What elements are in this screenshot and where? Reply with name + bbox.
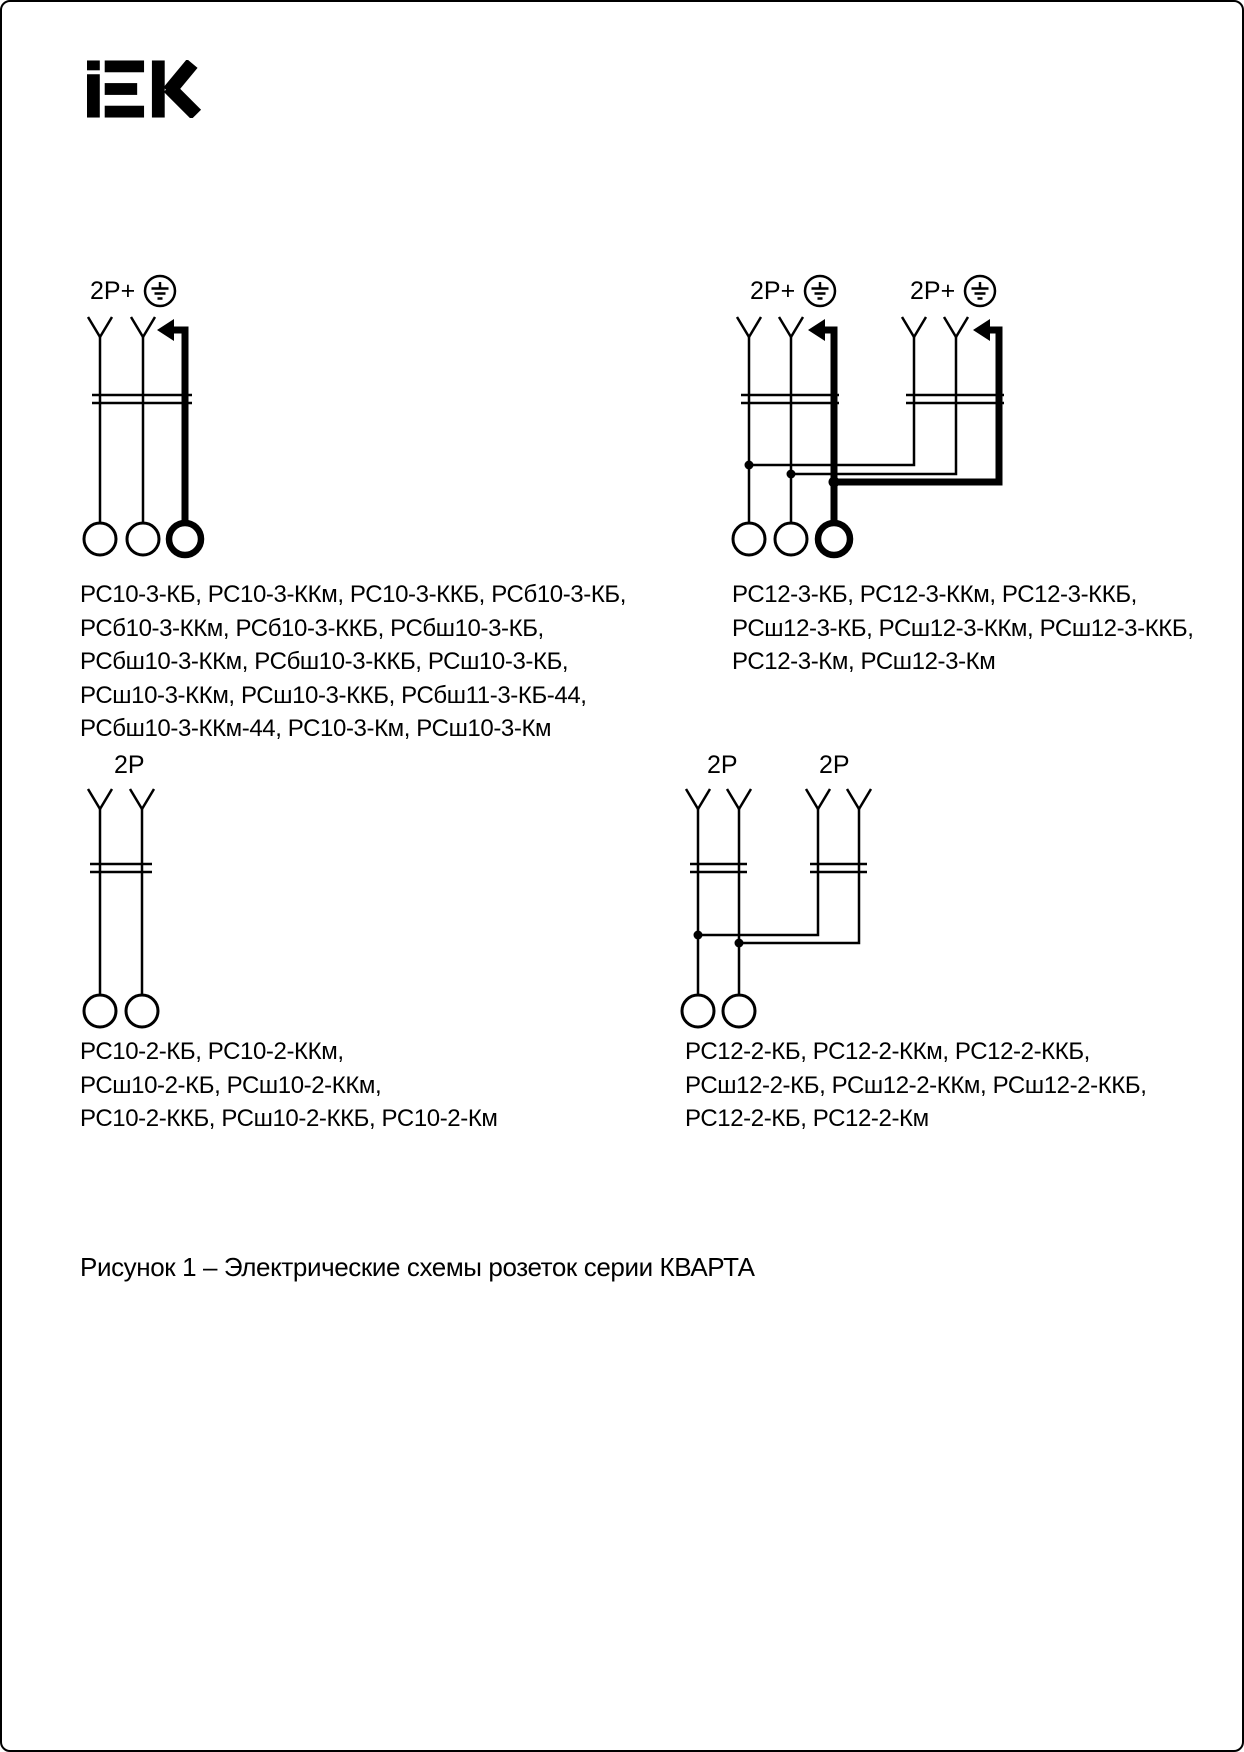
logo-k-stem [152, 60, 165, 117]
pole-count-label: 2P [114, 751, 145, 779]
earth-wire [821, 330, 834, 523]
product-line: РСш12-2-КБ, РСш12-2-ККм, РСш12-2-ККБ, [685, 1071, 1147, 1099]
pole-count-label: 2P+ [910, 277, 956, 305]
contact-fork [88, 317, 155, 337]
diagram2-product-list [732, 578, 1194, 679]
pole-count-label: 2P+ [90, 277, 136, 305]
socket-body-lines [690, 864, 867, 872]
earth-contact-arrow [808, 319, 825, 341]
earth-contact-arrow [973, 319, 990, 341]
product-line: РС12-3-Км, РСш12-3-Км [732, 648, 996, 675]
iek-logo [87, 60, 207, 118]
schematic-double-socket [662, 775, 882, 1029]
schematic-single-socket [72, 775, 212, 1029]
product-line: РС12-2-КБ, РС12-2-Км [685, 1105, 929, 1132]
logo-e-mid [105, 83, 137, 95]
contact-fork [737, 317, 968, 337]
contact-fork [88, 789, 154, 809]
pole-wires [749, 337, 956, 523]
logo-k-lower [169, 87, 197, 115]
pole-wires [698, 809, 859, 995]
logo-e-bottom [105, 106, 144, 118]
product-line: РСш12-3-КБ, РСш12-3-ККм, РСш12-3-ККБ, [732, 614, 1194, 642]
schematic-double-socket-earthed [717, 270, 1027, 562]
earth-contact-arrow [157, 319, 174, 341]
diagram1-product-list [80, 578, 626, 746]
logo-i-dot [87, 60, 100, 70]
pole-count-label: 2P [707, 751, 738, 779]
earth-terminal-circle [169, 523, 201, 555]
product-line: РС10-2-КБ, РС10-2-ККм, [80, 1038, 344, 1065]
diagram3-product-list [80, 1035, 498, 1136]
terminal-circles [84, 523, 201, 555]
terminal-circles [682, 995, 755, 1027]
product-line: РСб10-3-ККм, РСб10-3-ККБ, РСбш10-3-КБ, [80, 614, 544, 642]
product-line: РС10-3-КБ, РС10-3-ККм, РС10-3-ККБ, РСб10-3-КБ, [80, 581, 627, 608]
pole-wires [100, 809, 142, 995]
contact-fork [686, 789, 871, 809]
product-line: РСбш10-3-ККм, РСбш10-3-ККБ, РСш10-3-КБ, [80, 648, 569, 675]
logo-e-top [105, 60, 144, 72]
figure-caption: Рисунок 1 – Электрические схемы розеток серии КВАРТА [80, 1252, 755, 1282]
pole-count-label: 2P+ [750, 277, 796, 305]
product-line: РСш10-3-ККм, РСш10-3-ККБ, РСбш11-3-КБ-44, [80, 681, 587, 709]
terminal-circles [84, 995, 158, 1027]
schematic-single-socket-earthed [72, 270, 212, 562]
pole-count-label: 2P [819, 751, 850, 779]
product-line: РСбш10-3-ККм-44, РС10-3-Км, РСш10-3-Км [80, 715, 552, 742]
product-line: РСш10-2-КБ, РСш10-2-ККм, [80, 1071, 382, 1099]
earth-terminal-circle [818, 523, 850, 555]
logo-i-stem [87, 74, 100, 117]
product-line: РС10-2-ККБ, РСш10-2-ККБ, РС10-2-Км [80, 1105, 498, 1132]
product-line: РС12-3-КБ, РС12-3-ККм, РС12-3-ККБ, [732, 581, 1137, 608]
product-line: РС12-2-КБ, РС12-2-ККм, РС12-2-ККБ, [685, 1038, 1090, 1065]
earth-wire-bridge [834, 330, 999, 482]
junction-dots [694, 931, 744, 948]
pole-wires [100, 337, 143, 523]
terminal-circles [733, 523, 850, 555]
socket-body-lines [741, 395, 1004, 403]
earth-wire [170, 330, 185, 523]
diagram4-product-list [685, 1035, 1147, 1136]
